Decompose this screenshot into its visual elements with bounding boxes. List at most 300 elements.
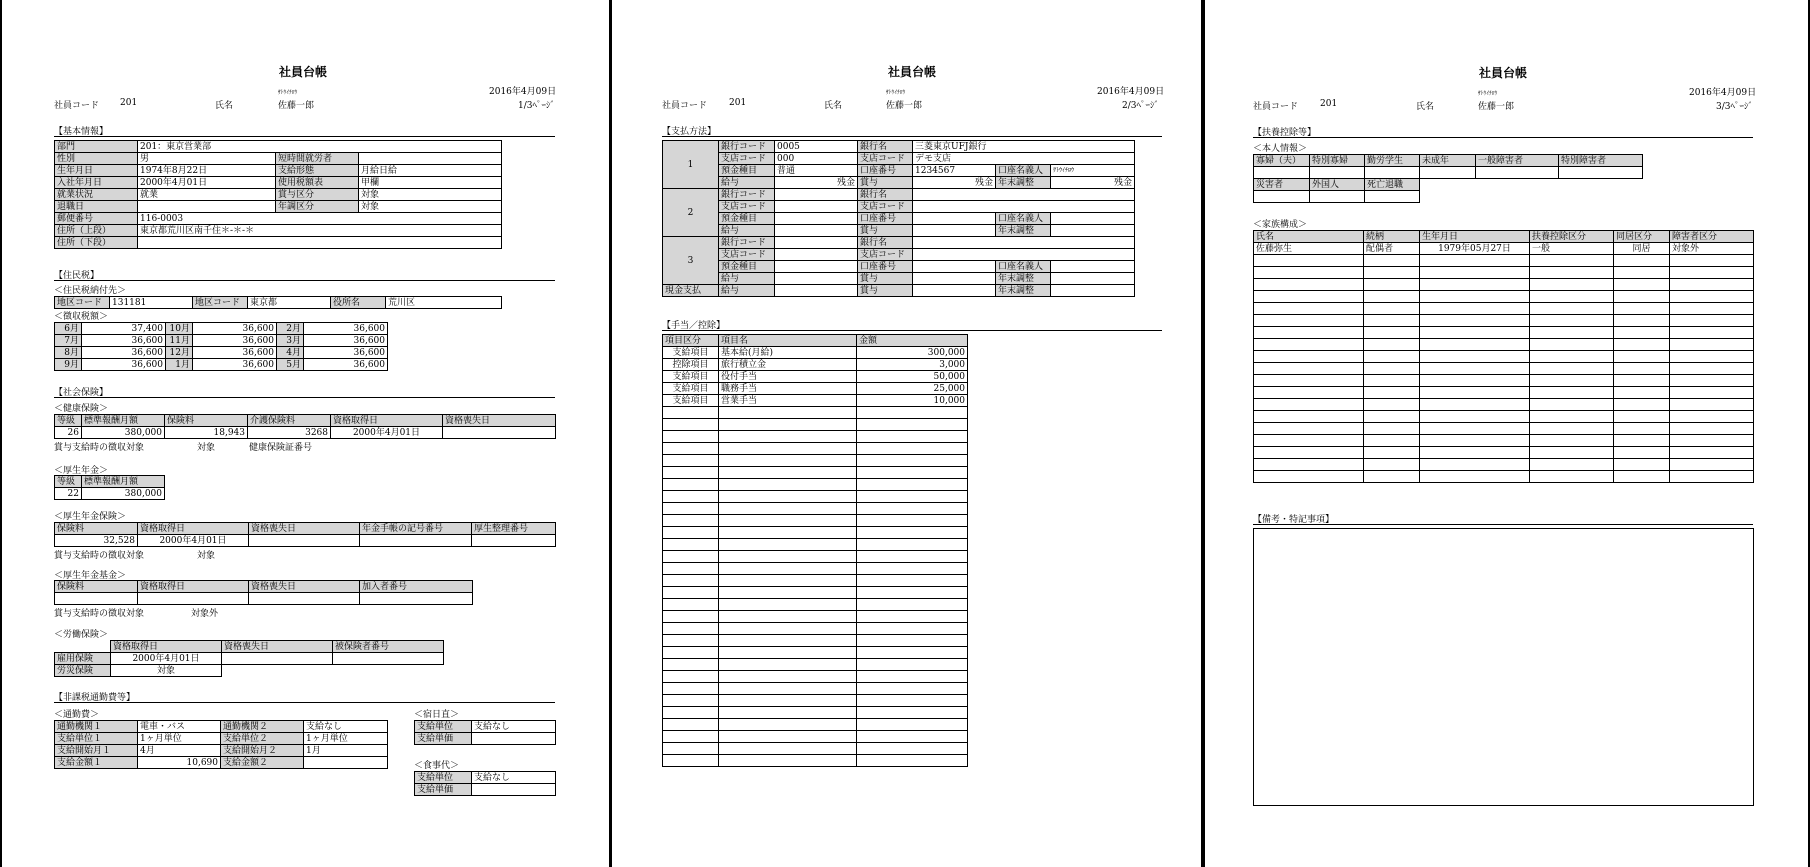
cell: 厚生整理番号: [472, 523, 556, 535]
cell: [1670, 411, 1754, 423]
cell: [663, 755, 719, 767]
cell: [1670, 291, 1754, 303]
cell: [913, 285, 996, 297]
cell: [1420, 387, 1530, 399]
cell: 36,600: [193, 347, 277, 359]
table-row: [663, 455, 968, 467]
cell: 銀行コード: [719, 141, 775, 153]
cell: [663, 467, 719, 479]
cell: [1254, 267, 1364, 279]
health-title: ＜健康保険＞: [54, 404, 109, 414]
night-table: [414, 720, 556, 745]
cell: 36,600: [82, 347, 166, 359]
cell: 3月: [277, 335, 304, 347]
cell: [1420, 179, 1476, 191]
cell: [663, 659, 719, 671]
cell: [719, 575, 857, 587]
cell: [663, 707, 719, 719]
remarks-title: 【備考・特記事項】: [1253, 515, 1335, 525]
social-insurance-title: 【社会保険】: [54, 388, 109, 398]
cell: 資格取得日: [111, 641, 222, 653]
name-kana: ｻﾄｳｲﾁﾛｳ: [1478, 91, 1498, 97]
cell: 36,600: [304, 335, 388, 347]
cell: [857, 635, 968, 647]
cell: [1254, 191, 1310, 203]
cell: [1530, 363, 1614, 375]
cell: [1530, 267, 1614, 279]
cell: 支給金額１: [55, 757, 138, 769]
cell: 現金支払: [663, 285, 719, 297]
cell: 支給項目: [663, 395, 719, 407]
cell: 支給項目: [663, 347, 719, 359]
cell: [719, 515, 857, 527]
page-number: 3/3ﾍﾟｰｼﾞ: [1716, 102, 1753, 112]
cell: 介護保険料: [248, 415, 331, 427]
cell: 預金種目: [719, 213, 775, 225]
cell: [1530, 423, 1614, 435]
cell: [1614, 423, 1670, 435]
name-label: 氏名: [1416, 102, 1435, 112]
cell: 3,000: [857, 359, 968, 371]
cell: [1614, 255, 1670, 267]
cell: [1420, 351, 1530, 363]
cell: [1420, 411, 1530, 423]
cell: [333, 665, 444, 677]
cell: [857, 467, 968, 479]
cell: 年調区分: [276, 201, 359, 213]
code-value: 201: [729, 98, 747, 108]
cell: [1051, 225, 1135, 237]
cell: [1530, 447, 1614, 459]
commute-title: ＜通勤費＞: [54, 710, 100, 720]
cell: 職務手当: [719, 383, 857, 395]
cell: [1254, 327, 1364, 339]
cell: [1614, 471, 1670, 483]
cell: [663, 503, 719, 515]
cell: 同居: [1614, 243, 1670, 255]
cell: 残金: [775, 177, 858, 189]
cell: [55, 641, 111, 653]
cell: 荒川区: [386, 297, 502, 309]
table-row: [663, 671, 968, 683]
cell: [1364, 279, 1420, 291]
cell: 年末調整: [996, 273, 1051, 285]
cell: 短時間就労者: [276, 153, 359, 165]
cell: [663, 563, 719, 575]
cell: [719, 455, 857, 467]
doc-title: 社員台帳: [1479, 66, 1528, 80]
cell: 等級: [55, 415, 82, 427]
cell: [1364, 471, 1420, 483]
cell: [1530, 435, 1614, 447]
cell: 201：東京営業部: [138, 141, 502, 153]
cell: [913, 261, 996, 273]
cell: [360, 593, 473, 605]
cell: 1ヶ月単位: [304, 733, 388, 745]
payment-title: 【支払方法】: [662, 127, 717, 137]
cell: 項目区分: [663, 335, 719, 347]
cell: [1254, 315, 1364, 327]
cell: 保険料: [55, 581, 138, 593]
cell: 住所（上段）: [55, 225, 138, 237]
cell: [1364, 339, 1420, 351]
cell: [1614, 351, 1670, 363]
cell: 就業状況: [55, 189, 138, 201]
cell: [1420, 435, 1530, 447]
cell: 1974年8月22日: [138, 165, 276, 177]
cell: [663, 611, 719, 623]
table-row: [1254, 327, 1754, 339]
cell: [857, 431, 968, 443]
cell: 支店コード: [858, 249, 913, 261]
cell: [1254, 435, 1364, 447]
cell: 性別: [55, 153, 138, 165]
cell: 1979年05月27日: [1420, 243, 1530, 255]
cell: [222, 653, 333, 665]
cell: [1670, 471, 1754, 483]
cell: 扶養控除区分: [1530, 231, 1614, 243]
table-row: [1254, 375, 1754, 387]
cell: 支給なし: [472, 772, 556, 784]
code-value: 201: [1320, 99, 1338, 109]
cell: [1614, 459, 1670, 471]
section-rule: [1253, 137, 1753, 138]
cell: [1530, 315, 1614, 327]
cell: [249, 535, 360, 547]
cell: 25,000: [857, 383, 968, 395]
cell: [857, 503, 968, 515]
cell: 銀行名: [858, 237, 913, 249]
cell: [1670, 327, 1754, 339]
cell: [857, 731, 968, 743]
cell: 2000年4月01日: [138, 535, 249, 547]
cell: 配偶者: [1364, 243, 1420, 255]
cell: 9月: [55, 359, 82, 371]
cell: [663, 623, 719, 635]
health-note-value: 対象: [197, 443, 216, 453]
cell: [1364, 435, 1420, 447]
cell: 支給単位: [415, 721, 472, 733]
table-row: [663, 707, 968, 719]
cell: [719, 695, 857, 707]
cell: [775, 189, 858, 201]
cell: [222, 665, 333, 677]
table-row: [663, 647, 968, 659]
cell: [1614, 387, 1670, 399]
cell: 支給単価: [415, 733, 472, 745]
cell: [1530, 255, 1614, 267]
allowance-title: 【手当／控除】: [662, 321, 726, 331]
cell: 金額: [857, 335, 968, 347]
table-row: [663, 515, 968, 527]
cell: 支給単位: [415, 772, 472, 784]
cell: 2: [663, 189, 719, 237]
cell: [1254, 399, 1364, 411]
cell: 特別寡婦: [1310, 155, 1365, 167]
cell: 300,000: [857, 347, 968, 359]
page-3: [1205, 0, 1808, 867]
cell: [1051, 213, 1135, 225]
cell: [857, 587, 968, 599]
cell: 380,000: [82, 488, 165, 500]
table-row: [663, 719, 968, 731]
table-row: [663, 731, 968, 743]
table-row: [663, 467, 968, 479]
cell: 0005: [775, 141, 858, 153]
cell: 退職日: [55, 201, 138, 213]
cell: [719, 683, 857, 695]
cell: [775, 201, 858, 213]
cell: 対象外: [1670, 243, 1754, 255]
cell: 32,528: [55, 535, 138, 547]
cell: [1559, 167, 1643, 179]
cell: [1364, 375, 1420, 387]
cell: [138, 237, 502, 249]
cell: 000: [775, 153, 858, 165]
cell: 一般: [1530, 243, 1614, 255]
cell: [1670, 363, 1754, 375]
cell: 年末調整: [996, 225, 1051, 237]
cell: [913, 249, 1135, 261]
cell: [1530, 291, 1614, 303]
cell: 2000年4月01日: [331, 427, 443, 439]
cell: [775, 249, 858, 261]
cell: 2月: [277, 323, 304, 335]
cell: [1364, 291, 1420, 303]
cell: [857, 575, 968, 587]
table-row: [1254, 423, 1754, 435]
code-label: 社員コード: [1253, 102, 1299, 112]
name-value: 佐藤一郎: [1478, 102, 1515, 112]
cell: [1420, 315, 1530, 327]
cell: 36,600: [82, 359, 166, 371]
resident-tax-title: 【住民税】: [54, 271, 100, 281]
cell: [1614, 375, 1670, 387]
cell: [1670, 315, 1754, 327]
table-row: [1254, 339, 1754, 351]
cell: [1365, 167, 1420, 179]
cell: 給与: [719, 273, 775, 285]
cell: [1254, 375, 1364, 387]
cell: 資格喪失日: [249, 523, 360, 535]
cell: [1420, 339, 1530, 351]
table-row: [1254, 255, 1754, 267]
cell: [1051, 285, 1135, 297]
cell: [1051, 273, 1135, 285]
cell: [1254, 471, 1364, 483]
cell: [663, 443, 719, 455]
pension-ins-title: ＜厚生年金保険＞: [54, 512, 127, 522]
cell: [663, 599, 719, 611]
cell: [1559, 179, 1643, 191]
cell: [1530, 303, 1614, 315]
cell: [1420, 459, 1530, 471]
cell: 支給なし: [472, 721, 556, 733]
cell: 旅行積立金: [719, 359, 857, 371]
table-row: [1254, 435, 1754, 447]
cell: 支給項目: [663, 371, 719, 383]
cell: [1420, 375, 1530, 387]
name-kana: ｻﾄｳｲﾁﾛｳ: [278, 90, 298, 96]
page-2: [612, 0, 1201, 867]
cell: [1476, 191, 1559, 203]
cell: [719, 479, 857, 491]
section-rule: [1253, 524, 1753, 525]
cell: 対象: [359, 189, 502, 201]
basic-info-table: [54, 140, 502, 249]
cell: 年末調整: [996, 285, 1051, 297]
cell: [1420, 471, 1530, 483]
resident-dest-title: ＜住民税納付先＞: [54, 286, 127, 296]
cell: [1420, 255, 1530, 267]
doc-title: 社員台帳: [279, 65, 328, 79]
name-label: 氏名: [215, 101, 234, 111]
cell: [1614, 363, 1670, 375]
cell: 資格喪失日: [222, 641, 333, 653]
cell: 3268: [248, 427, 331, 439]
cell: 災害者: [1254, 179, 1310, 191]
cell: [1530, 411, 1614, 423]
cell: 2000年4月01日: [111, 653, 222, 665]
cell: [1420, 399, 1530, 411]
bank-table: [662, 140, 1135, 297]
cell: [663, 431, 719, 443]
cell: [1420, 327, 1530, 339]
cell: 18,943: [165, 427, 248, 439]
cell: 支給単位１: [55, 733, 138, 745]
family-title: ＜家族構成＞: [1253, 220, 1308, 230]
cell: [1254, 447, 1364, 459]
cell: 4月: [138, 745, 221, 757]
cell: 支店コード: [719, 153, 775, 165]
cell: 三菱東京UFJ銀行: [913, 141, 1135, 153]
cell: 障害者区分: [1670, 231, 1754, 243]
table-row: [663, 419, 968, 431]
cell: [1254, 279, 1364, 291]
cell: [913, 213, 996, 225]
table-row: [663, 587, 968, 599]
cell: 支給開始月２: [221, 745, 304, 757]
cell: 被保険者番号: [333, 641, 444, 653]
cell: [663, 479, 719, 491]
cell: 36,600: [193, 359, 277, 371]
cell: 電車・バス: [138, 721, 221, 733]
health-card-label: 健康保険証番号: [249, 443, 313, 453]
cell: [472, 784, 556, 796]
cell: [1614, 339, 1670, 351]
cell: 口座名義人: [996, 213, 1051, 225]
cell: [1364, 423, 1420, 435]
labor-table: [54, 640, 444, 677]
cell: [857, 563, 968, 575]
cell: ｻﾄｳｲﾁﾛｳ: [1051, 165, 1135, 177]
cell: 5月: [277, 359, 304, 371]
cell: [719, 599, 857, 611]
cell: 標準報酬月額: [82, 476, 165, 488]
cell: [1420, 279, 1530, 291]
cell: 1月: [304, 745, 388, 757]
cell: 4月: [277, 347, 304, 359]
cell: 佐藤弥生: [1254, 243, 1364, 255]
cell: [1670, 279, 1754, 291]
cell: [1254, 387, 1364, 399]
cell: 116-0003: [138, 213, 502, 225]
cell: [913, 273, 996, 285]
cell: [1364, 447, 1420, 459]
cell: [719, 419, 857, 431]
cell: 賞与: [858, 285, 913, 297]
cell: [1614, 315, 1670, 327]
cell: [1310, 191, 1365, 203]
table-row: [663, 407, 968, 419]
table-row: [663, 659, 968, 671]
pension-ins-note-value: 対象: [197, 551, 216, 561]
cell: 支給なし: [304, 721, 388, 733]
cell: [719, 431, 857, 443]
cell: [1254, 459, 1364, 471]
cell: [857, 515, 968, 527]
cell: 賞与: [858, 177, 913, 189]
cell: 保険料: [165, 415, 248, 427]
cell: 勤労学生: [1365, 155, 1420, 167]
cell: 外国人: [1310, 179, 1365, 191]
dependents-title: 【扶養控除等】: [1253, 128, 1317, 138]
table-row: [663, 443, 968, 455]
cell: [913, 225, 996, 237]
cell: [1670, 447, 1754, 459]
cell: [663, 731, 719, 743]
cell: [775, 237, 858, 249]
cell: [1364, 459, 1420, 471]
cell: [663, 407, 719, 419]
cell: [719, 503, 857, 515]
cell: [1530, 327, 1614, 339]
cell: 口座番号: [858, 213, 913, 225]
table-row: [1254, 447, 1754, 459]
cell: 一般障害者: [1476, 155, 1559, 167]
cell: [719, 611, 857, 623]
cell: 銀行コード: [719, 189, 775, 201]
cell: [719, 587, 857, 599]
cell: 8月: [55, 347, 82, 359]
cell: [857, 551, 968, 563]
cell: [857, 455, 968, 467]
section-rule: [662, 330, 1162, 331]
cell: 賞与: [858, 225, 913, 237]
table-row: [1254, 267, 1754, 279]
cell: 地区コード: [193, 297, 248, 309]
cell: 36,600: [82, 335, 166, 347]
cell: [1254, 255, 1364, 267]
cell: 保険料: [55, 523, 138, 535]
table-row: [1254, 471, 1754, 483]
name-value: 佐藤一郎: [278, 101, 315, 111]
cell: 普通: [775, 165, 858, 177]
cell: [1420, 303, 1530, 315]
cell: [663, 419, 719, 431]
cell: 36,600: [304, 359, 388, 371]
commute-table: [54, 720, 388, 769]
cell: 氏名: [1254, 231, 1364, 243]
cell: [1364, 267, 1420, 279]
cell: [857, 419, 968, 431]
cell: 同居区分: [1614, 231, 1670, 243]
cell: 12月: [166, 347, 193, 359]
cell: [719, 551, 857, 563]
table-row: [663, 491, 968, 503]
cell: [719, 635, 857, 647]
cell: 標準報酬月額: [82, 415, 165, 427]
